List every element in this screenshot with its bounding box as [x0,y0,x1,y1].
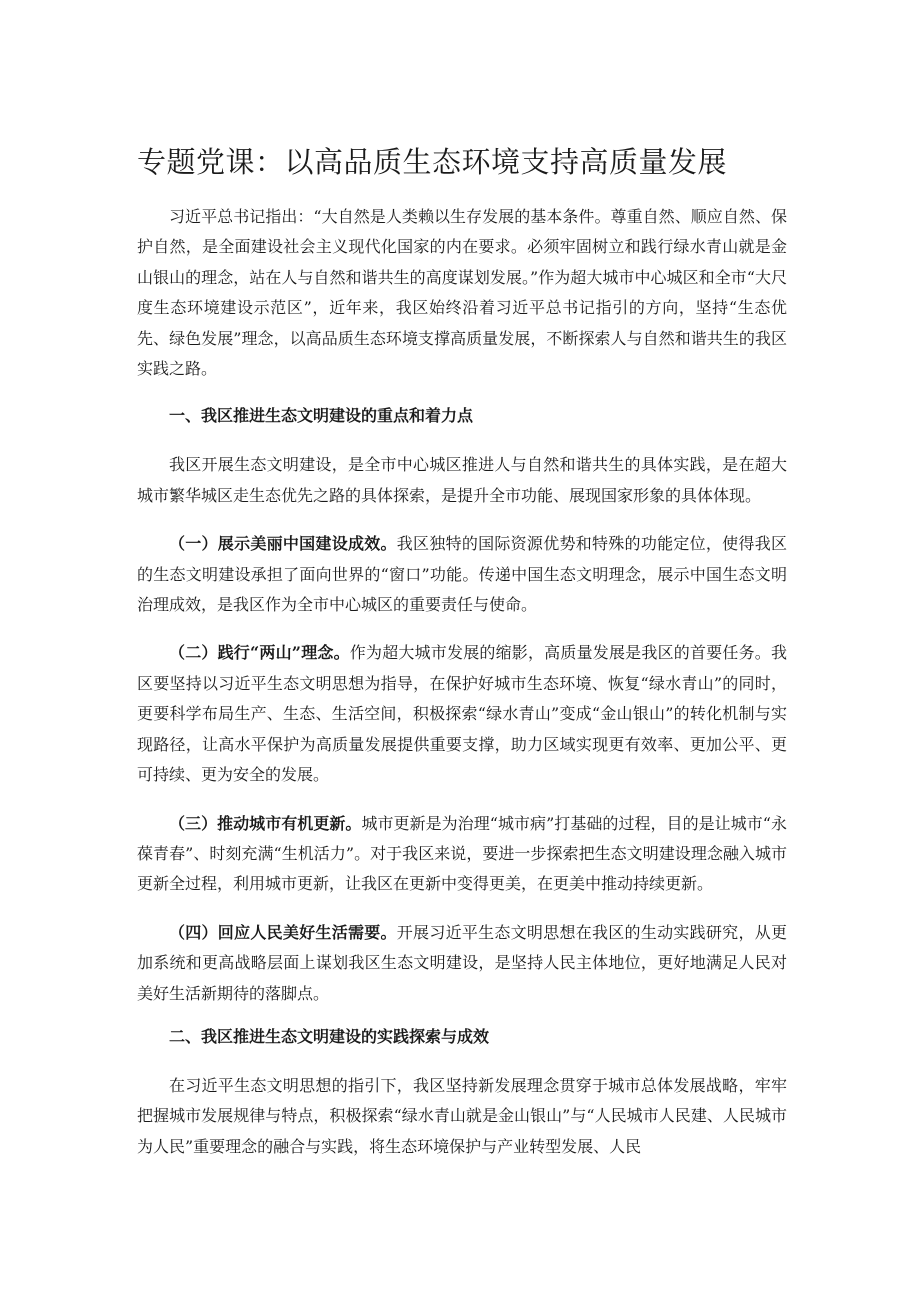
intro-paragraph: 习近平总书记指出：“大自然是人类赖以生存发展的基本条件。尊重自然、顺应自然、保护自然，是全面建设社会主义现代化国家的内在要求。必须牢固树立和践行绿水青山就是金山银山的理念，站在人与自然和谐共生的高度谋划发展。”作为超大城市中心城区和全市“大尺度生态环境建设示范区”，近年来，我区始终沿着习近平总书记指引的方向，坚持“生态优先、绿色发展”理念，以高品质生态环境支撑高质量发展，不断探索人与自然和谐共生的我区实践之路。 [137,207,787,379]
item-label: （四）回应人民美好生活需要。 [169,922,397,942]
item-label: （三）推动城市有机更新。 [169,813,362,833]
item-text: 作为超大城市发展的缩影，高质量发展是我区的首要任务。我区要坚持以习近平生态文明思想为指导，在保护好城市生态环境、恢复“绿水青山”的同时，更要科学布局生产、生态、生活空间，积极探索“绿水青山”变成“金山银山”的转化机制与实现路径，让高水平保护为高质量发展提供重要支撑，助力区域实现更有效率、更加公平、更可持续、更为安全的发展。 [137,643,787,785]
section-1-lead: 我区开展生态文明建设，是全市中心城区推进人与自然和谐共生的具体实践，是在超大城市繁华城区走生态优先之路的具体探索，是提升全市功能、展现国家形象的具体体现。 [137,455,787,505]
document-body [137,202,787,1180]
item-label: （二）践行“两山”理念。 [169,643,350,663]
section-2-lead: 在习近平生态文明思想的指引下，我区坚持新发展理念贯穿于城市总体发展战略，牢牢把握城市发展规律与特点，积极探索“绿水青山就是金山银山”与“人民城市人民建、人民城市为人民”重要理念的融合与实践，将生态环境保护与产业转型发展、人民 [137,1075,787,1156]
section-heading-2: 二、我区推进生态文明建设的实践探索与成效 [169,1026,490,1046]
section-1-item-4 [137,918,787,1009]
item-label: （一）展示美丽中国建设成效。 [169,534,397,554]
document-title: 专题党课：以高品质生态环境支持高质量发展 [137,145,728,179]
item-text: 城市更新是为治理“城市病”打基础的过程，目的是让城市“永葆青春”、时刻充满“生机活力”。对于我区来说，要进一步探索把生态文明建设理念融入城市更新全过程，利用城市更新，让我区在更新中变得更美，在更美中推动持续更新。 [137,813,787,894]
section-1-item-1 [137,529,787,620]
item-text: 我区独特的国际资源优势和特殊的功能定位，使得我区的生态文明建设承担了面向世界的“窗口”功能。传递中国生态文明理念，展示中国生态文明治理成效，是我区作为全市中心城区的重要责任与使命。 [137,534,787,615]
section-heading-1: 一、我区推进生态文明建设的重点和着力点 [169,406,474,426]
section-1-item-3 [137,809,787,900]
section-1-item-2 [137,638,787,790]
item-text: 开展习近平生态文明思想在我区的生动实践研究，从更加系统和更高战略层面上谋划我区生态文明建设，是坚持人民主体地位，更好地满足人民对美好生活新期待的落脚点。 [137,922,787,1003]
